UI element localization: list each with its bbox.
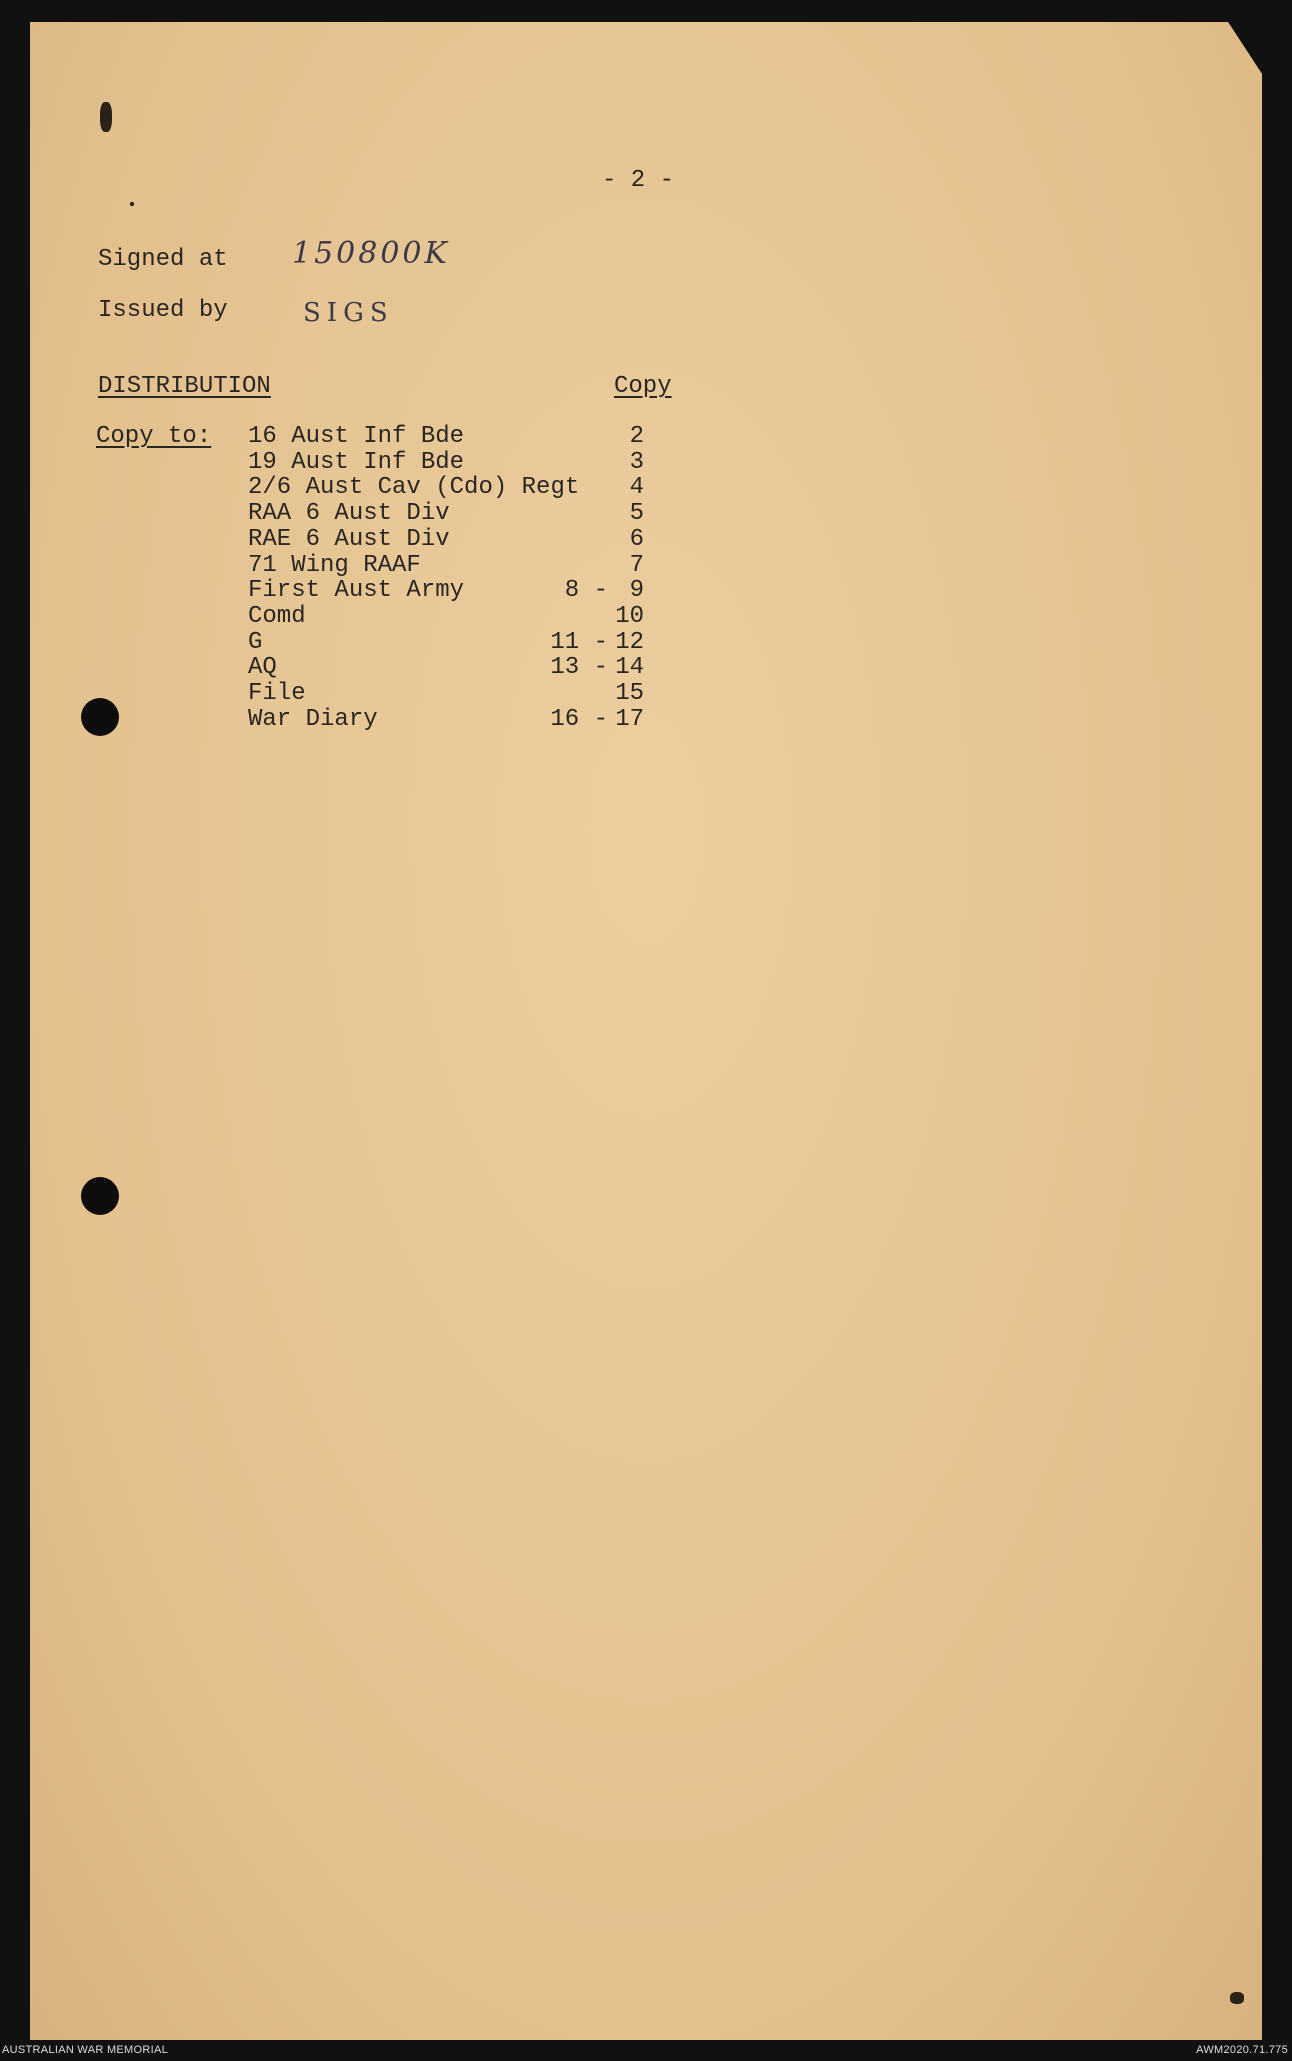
copy-number: 7 bbox=[629, 552, 644, 579]
recipient-name: G bbox=[248, 629, 263, 656]
copy-number: 14 bbox=[615, 654, 644, 681]
copy-range-start: 16 - bbox=[550, 706, 608, 733]
issued-by-label: Issued by bbox=[98, 297, 228, 324]
footer-right: AWM2020.71.775 bbox=[1196, 2044, 1288, 2056]
punch-hole-top bbox=[81, 698, 119, 736]
recipient-name: 19 Aust Inf Bde bbox=[248, 449, 465, 476]
recipient-name: 16 Aust Inf Bde bbox=[248, 423, 465, 450]
copy-range-start: 11 - bbox=[550, 629, 608, 656]
copy-number: 12 bbox=[615, 629, 644, 656]
copy-number: 3 bbox=[629, 449, 644, 476]
copy-number: 10 bbox=[615, 603, 644, 630]
recipient-name: War Diary bbox=[248, 706, 378, 733]
recipient-name: RAE 6 Aust Div bbox=[248, 526, 450, 553]
copy-number: 6 bbox=[629, 526, 644, 553]
copy-to-label: Copy to: bbox=[96, 423, 212, 450]
document-page bbox=[30, 22, 1262, 2040]
recipient-name: RAA 6 Aust Div bbox=[248, 500, 450, 527]
punch-hole-bottom bbox=[81, 1177, 119, 1215]
recipient-name: 2/6 Aust Cav (Cdo) Regt bbox=[248, 474, 580, 501]
recipient-name: First Aust Army bbox=[248, 577, 465, 604]
ink-speck bbox=[1230, 1992, 1244, 2004]
copy-number: 5 bbox=[629, 500, 644, 527]
recipient-name: 71 Wing RAAF bbox=[248, 552, 421, 579]
copy-number: 9 bbox=[629, 577, 644, 604]
copy-heading: Copy bbox=[614, 373, 672, 400]
copy-number: 17 bbox=[615, 706, 644, 733]
recipient-name: AQ bbox=[248, 654, 277, 681]
page-number: - 2 - bbox=[602, 167, 675, 194]
copy-number: 15 bbox=[615, 680, 644, 707]
signed-at-handwritten: 150800K bbox=[292, 236, 450, 271]
copy-number: 2 bbox=[629, 423, 644, 450]
recipient-name: File bbox=[248, 680, 306, 707]
distribution-heading: DISTRIBUTION bbox=[98, 373, 271, 400]
copy-range-start: 13 - bbox=[550, 654, 608, 681]
ink-blot bbox=[100, 102, 112, 132]
footer-left: AUSTRALIAN WAR MEMORIAL bbox=[2, 2044, 169, 2056]
issued-by-handwritten: SIGS bbox=[303, 298, 394, 328]
copy-range-start: 8 - bbox=[564, 577, 608, 604]
signed-at-label: Signed at bbox=[98, 246, 228, 273]
ink-speck bbox=[130, 202, 134, 206]
recipient-name: Comd bbox=[248, 603, 306, 630]
copy-number: 4 bbox=[629, 474, 644, 501]
